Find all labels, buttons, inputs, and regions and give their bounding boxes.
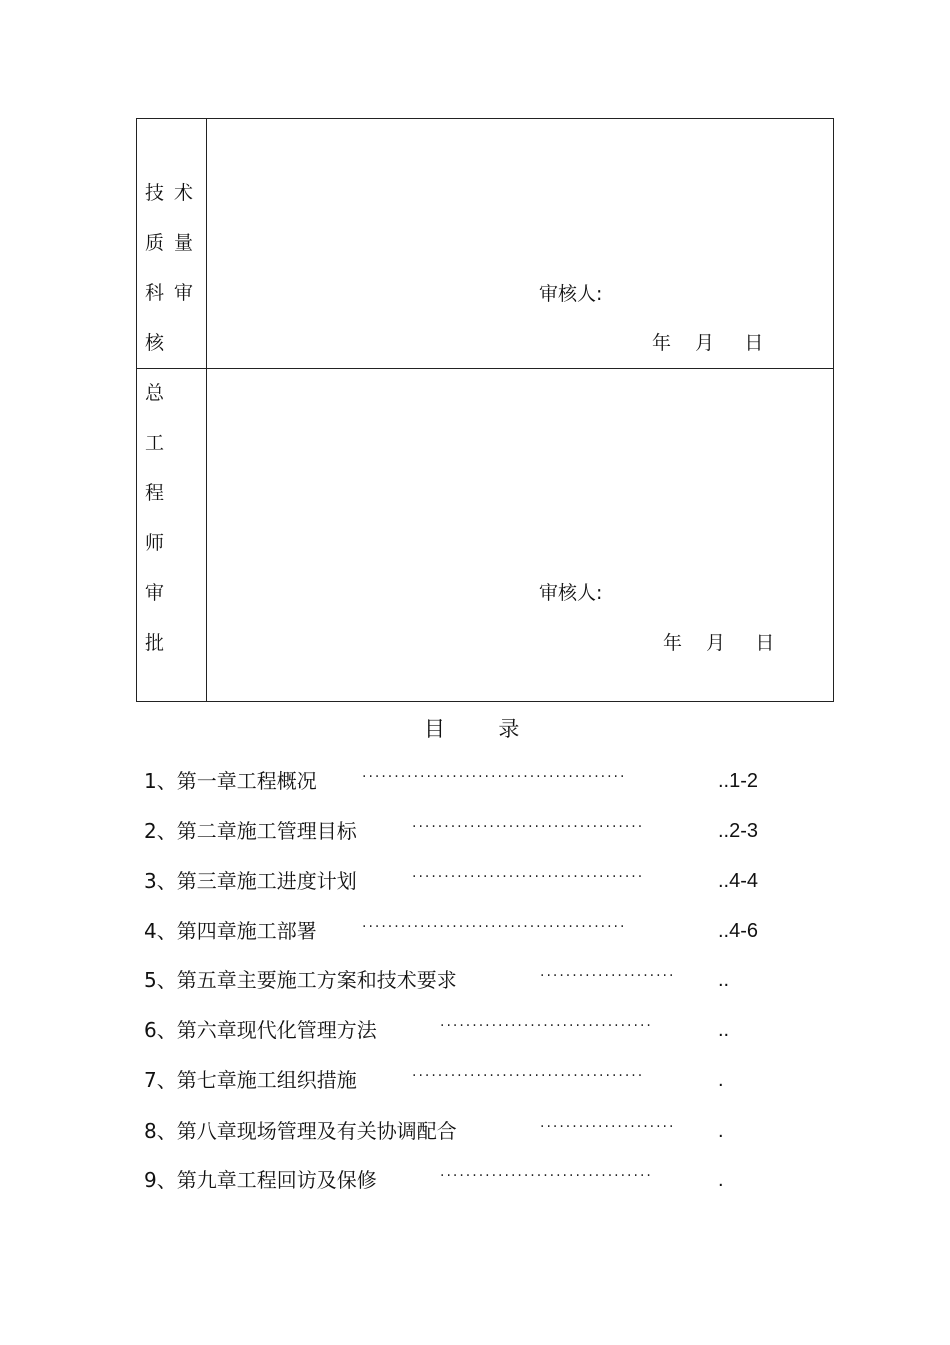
date-field: 年 月 日 — [663, 632, 775, 654]
toc-leader-dots: ····················· — [540, 1119, 676, 1135]
row-label-line: 科审 — [145, 282, 204, 304]
date-field: 年 月 日 — [652, 332, 764, 354]
toc-item[interactable] — [144, 867, 784, 895]
toc-page-number: ..1-2 — [718, 770, 759, 792]
toc-item-label: 7、第七章施工组织措施 — [144, 1068, 357, 1092]
toc-page-number: . — [718, 1069, 724, 1091]
row-label-line: 审 — [145, 582, 175, 604]
reviewer-label: 审核人: — [539, 283, 603, 305]
chief-engineer-approval-row — [137, 369, 833, 701]
toc-item[interactable] — [144, 1117, 784, 1145]
toc-item[interactable] — [144, 767, 784, 795]
row-label-line: 核 — [145, 332, 175, 354]
toc-item[interactable] — [144, 1166, 784, 1194]
toc-item-label: 8、第八章现场管理及有关协调配合 — [144, 1119, 457, 1143]
toc-leader-dots: ···································· — [412, 869, 645, 885]
toc-item[interactable] — [144, 1016, 784, 1044]
toc-leader-dots: ···································· — [412, 819, 645, 835]
toc-item[interactable] — [144, 966, 784, 994]
toc-page-number: . — [718, 1169, 724, 1191]
toc-leader-dots: ····················· — [540, 968, 676, 984]
toc-item-label: 1、第一章工程概况 — [144, 769, 317, 793]
row-label-line: 总 — [145, 382, 175, 404]
column-divider — [206, 369, 207, 701]
row-label-line: 质量 — [145, 232, 204, 254]
toc-page-number: .. — [718, 969, 730, 991]
technical-quality-review-row — [137, 119, 833, 369]
toc-item[interactable] — [144, 817, 784, 845]
toc-item[interactable] — [144, 1066, 784, 1094]
toc-page-number: . — [718, 1120, 724, 1142]
row-label-line: 师 — [145, 532, 175, 554]
toc-item-label: 6、第六章现代化管理方法 — [144, 1018, 377, 1042]
toc-item-label: 9、第九章工程回访及保修 — [144, 1168, 377, 1192]
toc-leader-dots: ···································· — [412, 1068, 645, 1084]
review-approval-table — [136, 118, 834, 702]
toc-item-label: 2、第二章施工管理目标 — [144, 819, 357, 843]
toc-leader-dots: ································· — [440, 1018, 653, 1034]
row-label-line: 程 — [145, 482, 175, 504]
toc-item-label: 3、第三章施工进度计划 — [144, 869, 357, 893]
toc-page-number: .. — [718, 1019, 730, 1041]
toc-leader-dots: ········································· — [362, 919, 627, 935]
reviewer-label: 审核人: — [539, 582, 603, 604]
toc-leader-dots: ········································· — [362, 769, 627, 785]
toc-page-number: ..4-6 — [718, 920, 759, 942]
toc-item[interactable] — [144, 917, 784, 945]
toc-item-label: 5、第五章主要施工方案和技术要求 — [144, 968, 457, 992]
toc-item-label: 4、第四章施工部署 — [144, 919, 317, 943]
row-label-line: 技术 — [145, 182, 204, 204]
toc-leader-dots: ································· — [440, 1168, 653, 1184]
toc-title: 目 录 — [424, 717, 520, 741]
row-label-line: 批 — [145, 632, 175, 654]
column-divider — [206, 119, 207, 368]
toc-page-number: ..4-4 — [718, 870, 759, 892]
row-label-line: 工 — [145, 432, 175, 454]
toc-page-number: ..2-3 — [718, 820, 759, 842]
